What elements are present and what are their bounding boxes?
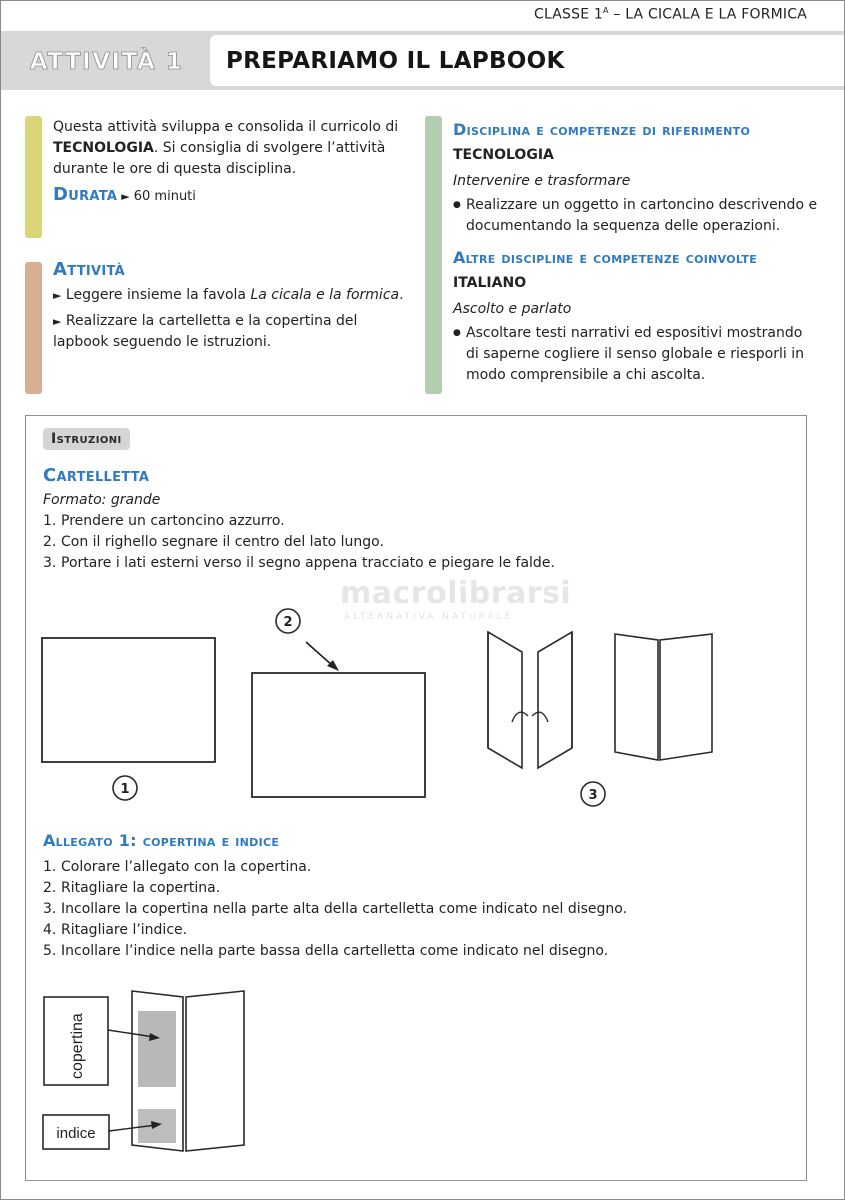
step-1-number: 1 (120, 782, 130, 797)
competenze-heading: Disciplina e competenze di riferimento (453, 120, 751, 139)
list-item (43, 857, 783, 878)
step-number: 2. (43, 534, 57, 550)
altre-discipline: ITALIANO (453, 275, 527, 291)
attivita-line-2-text: Realizzare la cartelletta e la copertina del lapbook seguendo le istruzioni. (53, 313, 358, 350)
right-column (453, 119, 818, 386)
step-number: 1. (43, 513, 57, 529)
step-text: Portare i lati esterni verso il segno appena tracciato e piegare le falde. (61, 555, 555, 571)
step-text: Ritagliare l’indice. (61, 922, 188, 938)
competenze-bullet-text: Realizzare un oggetto in cartoncino descrivendo e documentando la sequenza delle operazioni. (466, 197, 818, 234)
attivita-heading: Attività (53, 259, 126, 280)
allegato-section (43, 830, 783, 962)
step-text: Incollare la copertina nella parte alta della cartelletta come indicato nel disegno. (61, 901, 628, 917)
attivita-line-1-italic: La cicala e la formica (250, 287, 400, 303)
step-number: 4. (43, 922, 57, 938)
bullet-icon: ● (453, 328, 461, 338)
list-item (43, 553, 763, 574)
intro-text-after: . Si consiglia di svolgere l’attività durante le ore di questa disciplina. (53, 140, 386, 177)
intro-text (53, 117, 413, 180)
cartelletta-section (43, 465, 763, 574)
list-item (43, 920, 783, 941)
competenze-area: Intervenire e trasformare (453, 173, 631, 189)
step-text: Incollare l’indice nella parte bassa della cartelletta come indicato nel disegno. (61, 943, 609, 959)
step-2-number: 2 (283, 615, 293, 630)
cartelletta-format: Formato: grande (43, 492, 161, 508)
attivita-line-1 (53, 285, 413, 306)
sheet-step-3a (488, 632, 572, 768)
step-text: Prendere un cartoncino azzurro. (61, 513, 285, 529)
attivita-line-1-after: . (399, 287, 404, 303)
list-item (43, 532, 763, 553)
attivita-line-1-before: Leggere insieme la favola (65, 287, 251, 303)
watermark-logo: macrolibrarsi (340, 576, 572, 611)
cartelletta-diagram (30, 600, 740, 810)
attivita-stripe (25, 262, 42, 394)
watermark-tagline: ALTERNATIVA NATURALE (344, 612, 514, 622)
sheet-step-3b (615, 634, 712, 760)
cartelletta-steps (43, 511, 763, 574)
attivita-line-2 (53, 311, 413, 353)
list-item (43, 511, 763, 532)
header-class-sup: A (603, 6, 609, 15)
competenze-bullet (453, 195, 818, 237)
altre-bullet-text: Ascoltare testi narrativi ed espositivi mostrando di saperne cogliere il senso globale e riesporli in modo comprensibile a chi ascolta. (466, 325, 804, 383)
intro-stripe (25, 116, 42, 238)
sheet-step-2 (252, 673, 425, 797)
step-text: Colorare l’allegato con la copertina. (61, 859, 312, 875)
step-text: Ritagliare la copertina. (61, 880, 221, 896)
step-number: 3. (43, 901, 57, 917)
copertina-label: copertina (69, 1013, 86, 1079)
arrow-icon: ► (121, 190, 130, 203)
copertina-area (138, 1011, 176, 1087)
step-number: 2. (43, 880, 57, 896)
page-title (210, 35, 844, 86)
competenze-stripe (425, 116, 442, 394)
allegato-heading: Allegato 1: copertina e indice (43, 831, 280, 850)
allegato-steps (43, 857, 783, 962)
durata-label: Durata (53, 184, 118, 205)
competenze-discipline: TECNOLOGIA (453, 147, 554, 163)
altre-area: Ascolto e parlato (453, 301, 572, 317)
page-header (534, 6, 807, 23)
step-number: 5. (43, 943, 57, 959)
altre-bullet (453, 323, 818, 386)
left-column (53, 117, 413, 353)
center-arrow-line (306, 642, 333, 666)
list-item (43, 899, 783, 920)
step-3-number: 3 (588, 788, 598, 803)
arrow-icon: ► (53, 289, 62, 302)
step-text: Con il righello segnare il centro del lato lungo. (61, 534, 384, 550)
list-item (43, 941, 783, 962)
header-class-label: CLASSE 1 (533, 6, 604, 23)
header-class-rest: – LA CICALA E LA FORMICA (608, 6, 807, 23)
arrow-icon: ► (53, 315, 62, 328)
activity-badge: ATTIVITÀ 1 (29, 49, 184, 75)
intro-subject: TECNOLOGIA (53, 140, 154, 156)
durata-value: 60 minuti (133, 189, 196, 204)
cartelletta-heading: Cartelletta (43, 465, 150, 486)
list-item (43, 878, 783, 899)
altre-heading: Altre discipline e competenze coinvolte (453, 248, 758, 267)
intro-text-before: Questa attività sviluppa e consolida il curricolo di (53, 119, 399, 135)
sheet-step-1 (42, 638, 215, 762)
folder-right-flap (186, 991, 244, 1151)
step-number: 1. (43, 859, 57, 875)
bullet-icon: ● (453, 200, 461, 210)
step-number: 3. (43, 555, 57, 571)
istruzioni-tag: Istruzioni (43, 428, 130, 450)
durata-line (53, 184, 413, 207)
indice-label: indice (56, 1125, 96, 1142)
page-title-text: PREPARIAMO IL LAPBOOK (226, 47, 565, 74)
allegato-diagram (38, 985, 253, 1160)
